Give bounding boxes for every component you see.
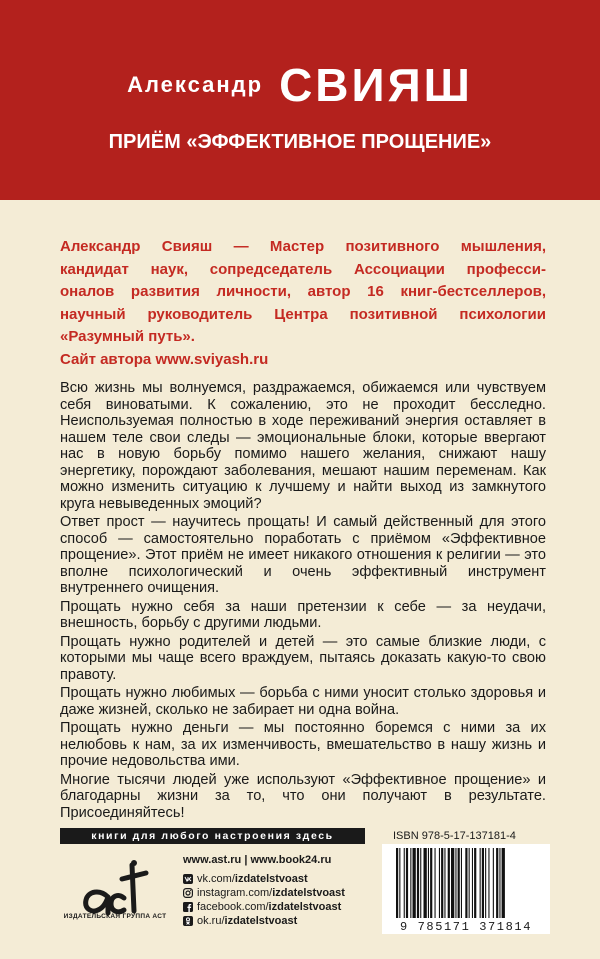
social-handle: izdatelstvoast (272, 887, 345, 899)
description-paragraph: Прощать нужно деньги — мы постоянно боремся с ними за их нелюбовь к нам, за их изменчивость, вмешательство в нашу жизнь и прочие недовольства ими. (60, 720, 546, 769)
social-link-instagram[interactable] (183, 886, 373, 900)
publisher-websites: www.ast.ru | www.book24.ru (183, 854, 332, 866)
instagram-icon (183, 888, 193, 898)
social-handle: izdatelstvoast (268, 901, 342, 913)
bio-line: Александр Свияш — Мастер позитивного мышления, (60, 238, 546, 255)
barcode-bar (410, 848, 411, 918)
social-prefix: instagram.com/ (197, 887, 273, 899)
ok-icon (183, 916, 193, 926)
description-paragraph: Многие тысячи людей уже используют «Эффективное прощение» и благодарны жизни за то, что они получают в результате. Присоединяйтесь! (60, 771, 546, 821)
facebook-icon (183, 902, 193, 912)
author-name (0, 58, 600, 112)
barcode-bar (396, 848, 398, 918)
barcode-bar (428, 848, 429, 918)
description-paragraph: Ответ прост — научитесь прощать! И самый действенный для этого способ — самостоятельно поработать с приёмом «Эффективное прощение». Этот приём не имеет никакого отношения к религии — это вполне психологический и очень эффективный инструмент внутреннего очищения. (60, 514, 546, 596)
barcode-bar (480, 848, 481, 918)
author-first-name: Александр (127, 72, 264, 97)
barcode-bar (499, 848, 500, 918)
barcode-bar (482, 848, 484, 918)
barcode-bar (485, 848, 486, 918)
vk-icon (183, 874, 193, 884)
social-prefix: ok.ru/ (197, 915, 225, 927)
social-prefix: facebook.com/ (197, 901, 269, 913)
bio-line: оналов развития личности, автор 16 книг-бестселлеров, (60, 283, 546, 300)
barcode-bar (439, 848, 440, 918)
barcode-bar (465, 848, 467, 918)
barcode-bars (390, 848, 542, 920)
social-handle: izdatelstvoast (234, 873, 308, 885)
book-title: ПРИЁМ «ЭФФЕКТИВНОЕ ПРОЩЕНИЕ» (108, 131, 492, 153)
description-paragraph: Всю жизнь мы волнуемся, раздражаемся, обижаемся или чувствуем себя виноватыми. К сожалению, это не проходит бесследно. Неиспользуемая полностью в ходе переживаний энергия оставляет в нашем теле свои следы — эмоциональные блоки, которые ввергают нас в новую борьбу помимо нашего желания, снижают нашу энергетику, порождают заболевания, мешают нашим переменам. Как можно изменить ситуацию к лучшему и найти выход из замкнутого круга невыведенных эмоций? (60, 380, 546, 512)
barcode-bar (488, 848, 489, 918)
barcode-bar (496, 848, 498, 918)
barcode-bar (474, 848, 476, 918)
barcode-bar (461, 848, 462, 918)
barcode-bar (406, 848, 408, 918)
barcode-bar (435, 848, 436, 918)
barcode-bar (455, 848, 456, 918)
social-links (183, 872, 373, 928)
barcode-bar (448, 848, 450, 918)
barcode-bar (417, 848, 419, 918)
ast-logo (60, 853, 170, 933)
barcode-bar (413, 848, 416, 918)
barcode (382, 844, 550, 934)
bio-line: кандидат наук, сопредседатель Ассоциации професси- (60, 260, 546, 278)
book-description (60, 380, 546, 823)
social-handle: izdatelstvoast (224, 915, 298, 927)
barcode-bar (502, 848, 505, 918)
barcode-bar (493, 848, 494, 918)
barcode-bar (458, 848, 460, 918)
isbn: ISBN 978-5-17-137181-4 (393, 830, 516, 842)
barcode-bar (430, 848, 432, 918)
barcode-bar (444, 848, 445, 918)
author-website: Сайт автора www.sviyash.ru (60, 350, 269, 368)
tagline-band: книги для любого настроения здесь (60, 828, 365, 844)
barcode-bar (420, 848, 421, 918)
social-link-facebook[interactable] (183, 900, 373, 914)
publisher-name: ИЗДАТЕЛЬСКАЯ ГРУППА АСТ (63, 913, 167, 920)
description-paragraph: Прощать нужно родителей и детей — это самые близкие люди, с которыми мы чаще всего враждуем, пытаясь доказать какую-то свою правоту. (60, 633, 546, 683)
barcode-number: 9 785171 371814 (399, 920, 533, 934)
social-prefix: vk.com/ (197, 873, 235, 885)
barcode-bar (424, 848, 427, 918)
barcode-bar (472, 848, 473, 918)
description-paragraph: Прощать нужно любимых — борьба с ними уносит столько здоровья и даже жизней, сколько не забирает ни одна война. (60, 685, 546, 718)
barcode-bar (441, 848, 443, 918)
social-link-vk[interactable] (183, 872, 373, 886)
header-band (0, 0, 600, 200)
barcode-bar (404, 848, 405, 918)
bio-line: научный руководитель Центра позитивной психологии (60, 305, 546, 323)
author-last-name: СВИЯШ (279, 59, 473, 111)
author-bio (60, 236, 546, 371)
social-link-ok[interactable] (183, 914, 373, 928)
bio-line: «Разумный путь». (60, 328, 195, 345)
barcode-bar (399, 848, 400, 918)
barcode-bar (469, 848, 470, 918)
barcode-bar (451, 848, 454, 918)
description-paragraph: Прощать нужно себя за наши претензии к себе — за неудачи, внешность, борьбу с другими людьми. (60, 598, 546, 631)
